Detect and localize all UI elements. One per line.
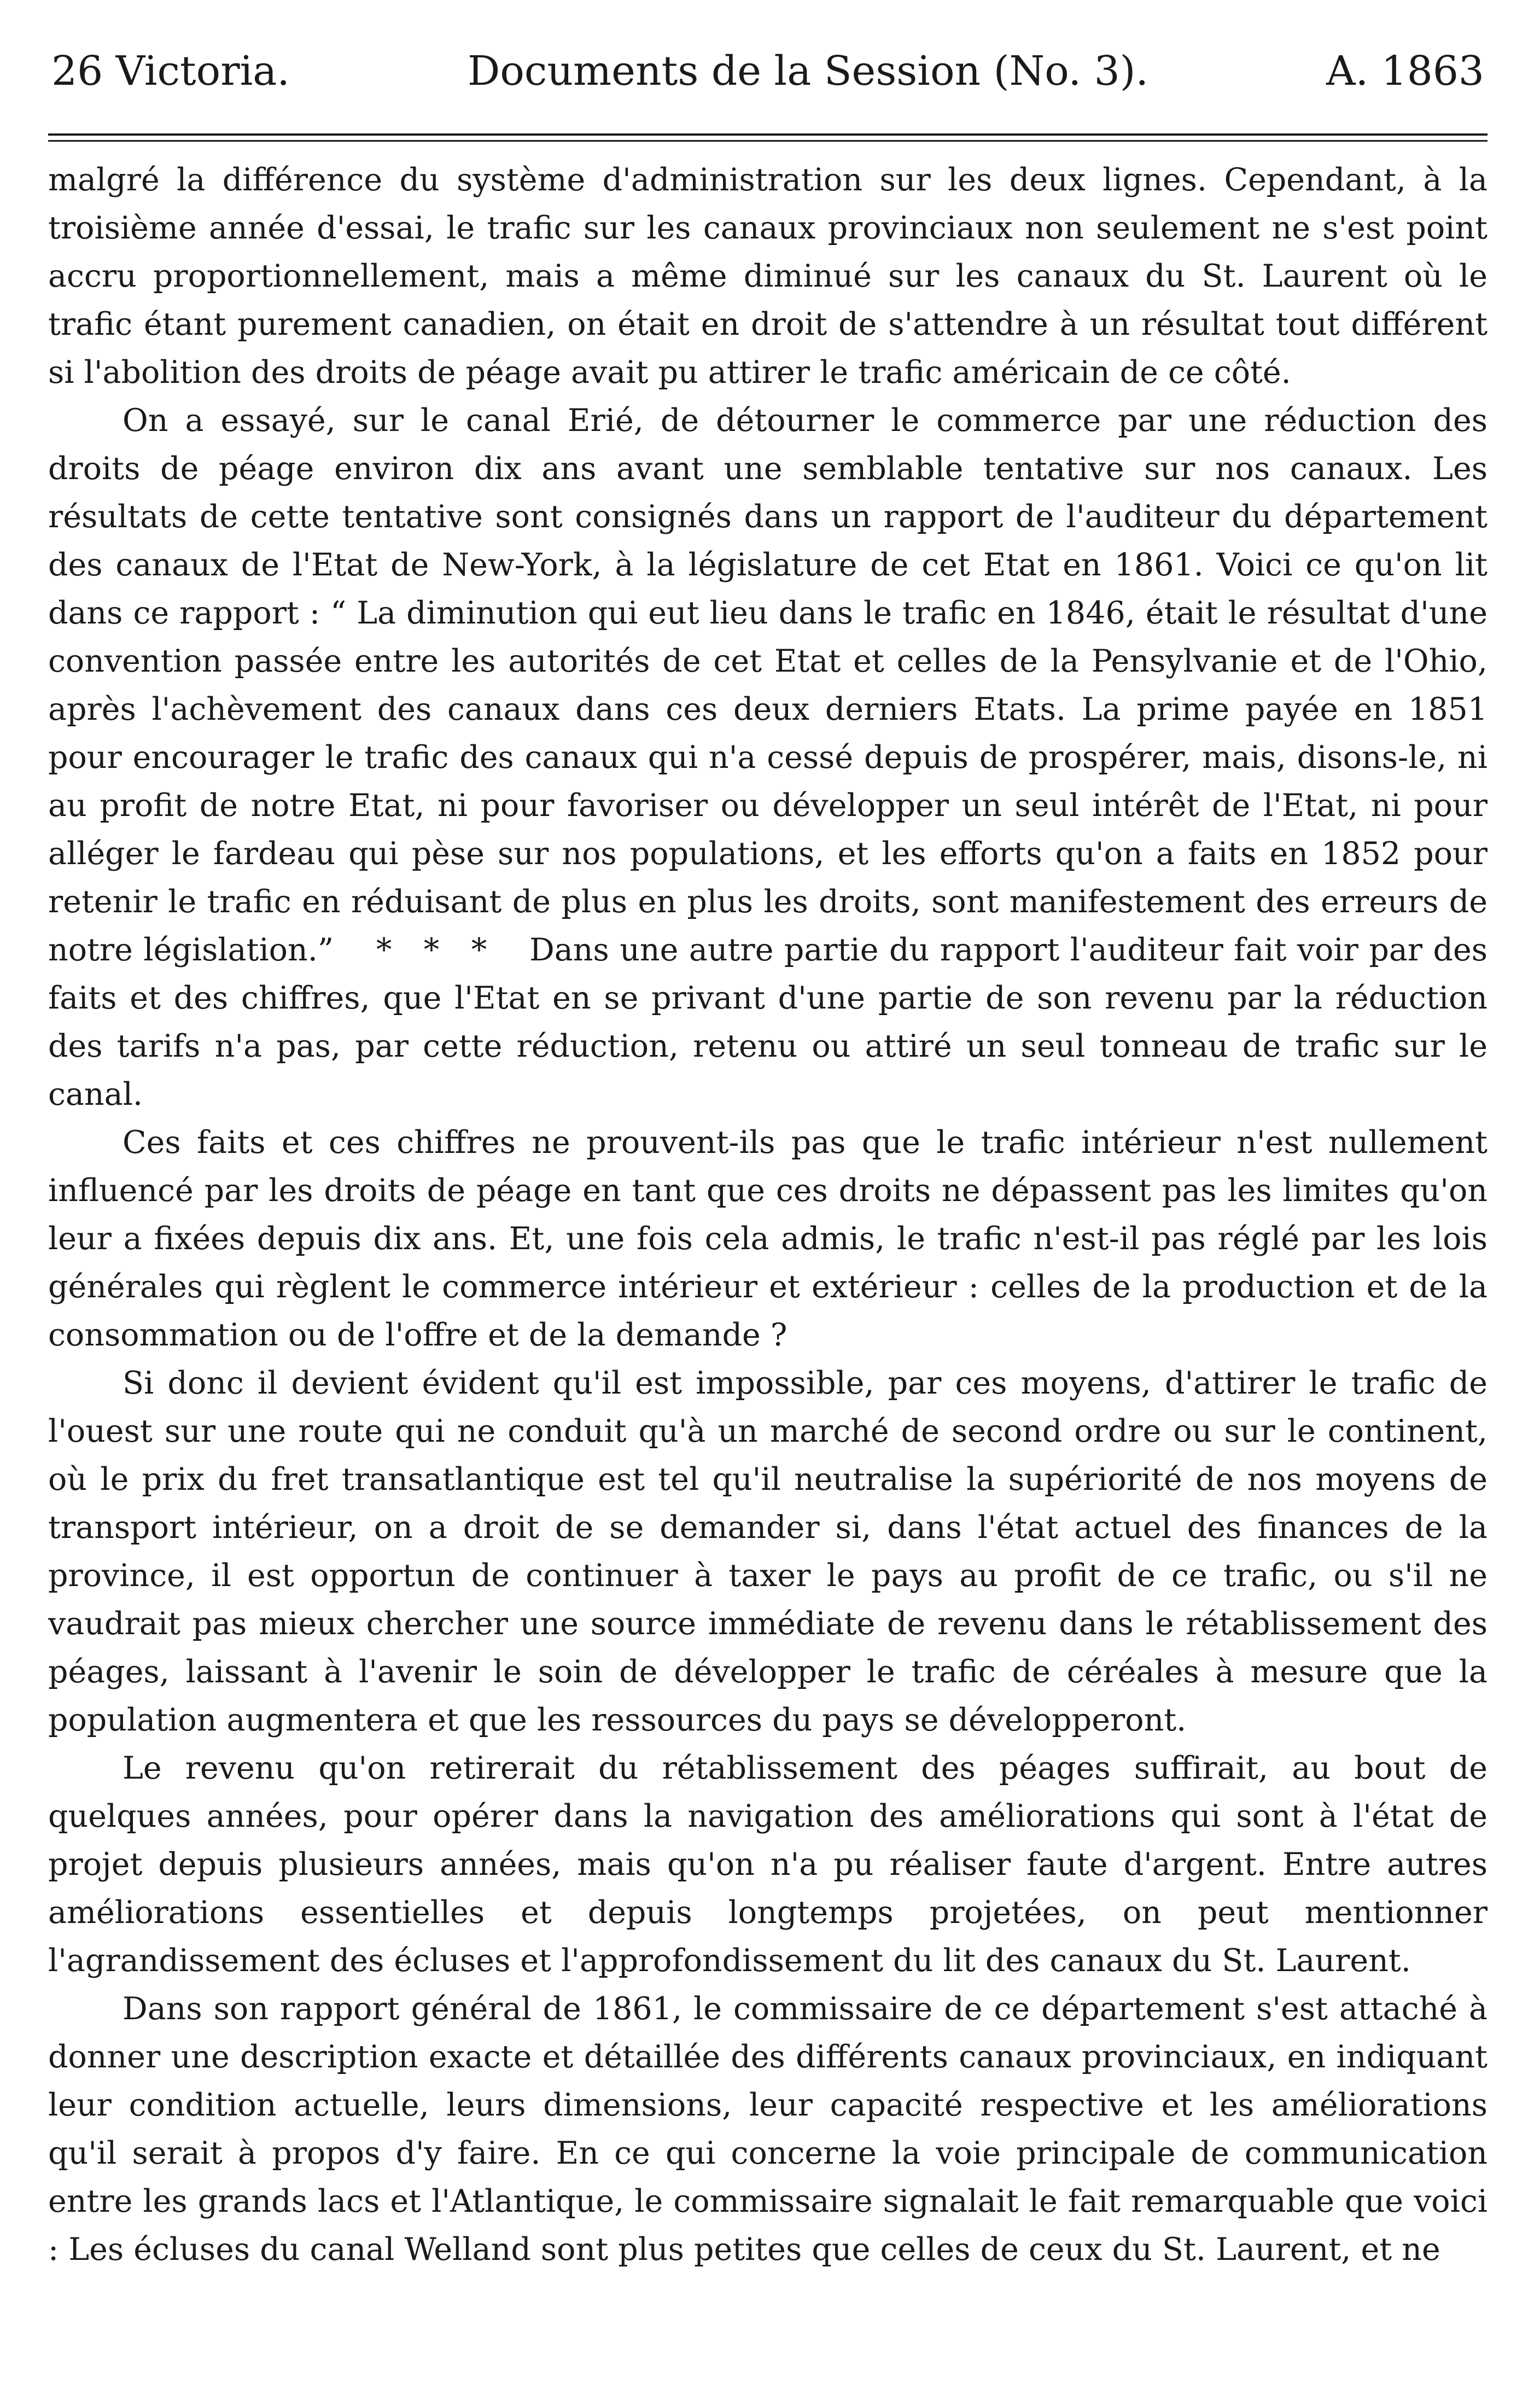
header-right: A. 1863 xyxy=(1326,48,1484,95)
body-text xyxy=(48,156,1488,2274)
paragraph-5: Le revenu qu'on retirerait du rétablissement des péages suffirait, au bout de quelques années, pour opérer dans la navigation des améliorations qui sont à l'état de projet depuis plusieurs années, mais qu'on n'a pu réaliser faute d'argent. Entre autres améliorations essentielles et depuis longtemps projetées, on peut mentionner l'agrandissement des écluses et l'approfondissement du lit des canaux du St. Laurent. xyxy=(48,1750,1488,1979)
paragraph-6: Dans son rapport général de 1861, le commissaire de ce département s'est attaché à donner une description exacte et détaillée des différents canaux provinciaux, en indiquant leur condition actuelle, leurs dimensions, leur capacité respective et les améliorations qu'il serait à propos d'y faire. En ce qui concerne la voie principale de communication entre les grands lacs et l'Atlantique, le commissaire signalait le fait remarquable que voici : Les écluses du canal Welland sont plus petites que celles de ceux du St. Laurent, et ne xyxy=(48,1991,1488,2268)
paragraph-4: Si donc il devient évident qu'il est impossible, par ces moyens, d'attirer le trafic de l'ouest sur une route qui ne conduit qu'à un marché de second ordre ou sur le continent, où le prix du fret transatlantique est tel qu'il neutralise la supériorité de nos moyens de transport intérieur, on a droit de se demander si, dans l'état actuel des finances de la province, il est opportun de continuer à taxer le pays au profit de ce trafic, ou s'il ne vaudrait pas mieux chercher une source immédiate de revenu dans le rétablissement des péages, laissant à l'avenir le soin de développer le trafic de céréales à mesure que la population augmentera et que les ressources du pays se développeront. xyxy=(48,1365,1488,1738)
running-header xyxy=(48,44,1488,98)
header-center: Documents de la Session (No. 3). xyxy=(468,48,1149,95)
header-rule-secondary xyxy=(48,140,1488,142)
paragraph-2: On a essayé, sur le canal Erié, de détourner le commerce par une réduction des droits de péage environ dix ans avant une semblable tentative sur nos canaux. Les résultats de cette tentative sont consignés dans un rapport de l'auditeur du département des canaux de l'Etat de New-York, à la législature de cet Etat en 1861. Voici ce qu'on lit dans ce rapport : “ La diminution qui eut lieu dans le trafic en 1846, était le résultat d'une convention passée entre les autorités de cet Etat et celles de la Pensylvanie et de l'Ohio, après l'achèvement des canaux dans ces deux derniers Etats. La prime payée en 1851 pour encourager le trafic des canaux qui n'a cessé depuis de prospérer, mais, disons-le, ni au profit de notre Etat, ni pour favoriser ou développer un seul intérêt de l'Etat, ni pour alléger le fardeau qui pèse sur nos populations, et les efforts qu'on a faits en 1852 pour retenir le trafic en réduisant de plus en plus les droits, sont manifestement des erreurs de notre législation.” * * * Dans une autre partie du rapport l'auditeur fait voir par des faits et des chiffres, que l'Etat en se privant d'une partie de son revenu par la réduction des tarifs n'a pas, par cette réduction, retenu ou attiré un seul tonneau de trafic sur le canal. xyxy=(48,403,1488,1112)
paragraph-1: malgré la différence du système d'administration sur les deux lignes. Cependant, à la troisième année d'essai, le trafic sur les canaux provinciaux non seulement ne s'est point accru proportionnellement, mais a même diminué sur les canaux du St. Laurent où le trafic étant purement canadien, on était en droit de s'attendre à un résultat tout différent si l'abolition des droits de péage avait pu attirer le trafic américain de ce côté. xyxy=(48,162,1488,391)
header-rule xyxy=(48,133,1488,136)
paragraph-3: Ces faits et ces chiffres ne prouvent-ils pas que le trafic intérieur n'est nullement influencé par les droits de péage en tant que ces droits ne dépassent pas les limites qu'on leur a fixées depuis dix ans. Et, une fois cela admis, le trafic n'est-il pas réglé par les lois générales qui règlent le commerce intérieur et extérieur : celles de la production et de la consommation ou de l'offre et de la demande ? xyxy=(48,1124,1488,1353)
header-left: 26 Victoria. xyxy=(51,48,290,95)
document-page xyxy=(48,44,1488,2374)
